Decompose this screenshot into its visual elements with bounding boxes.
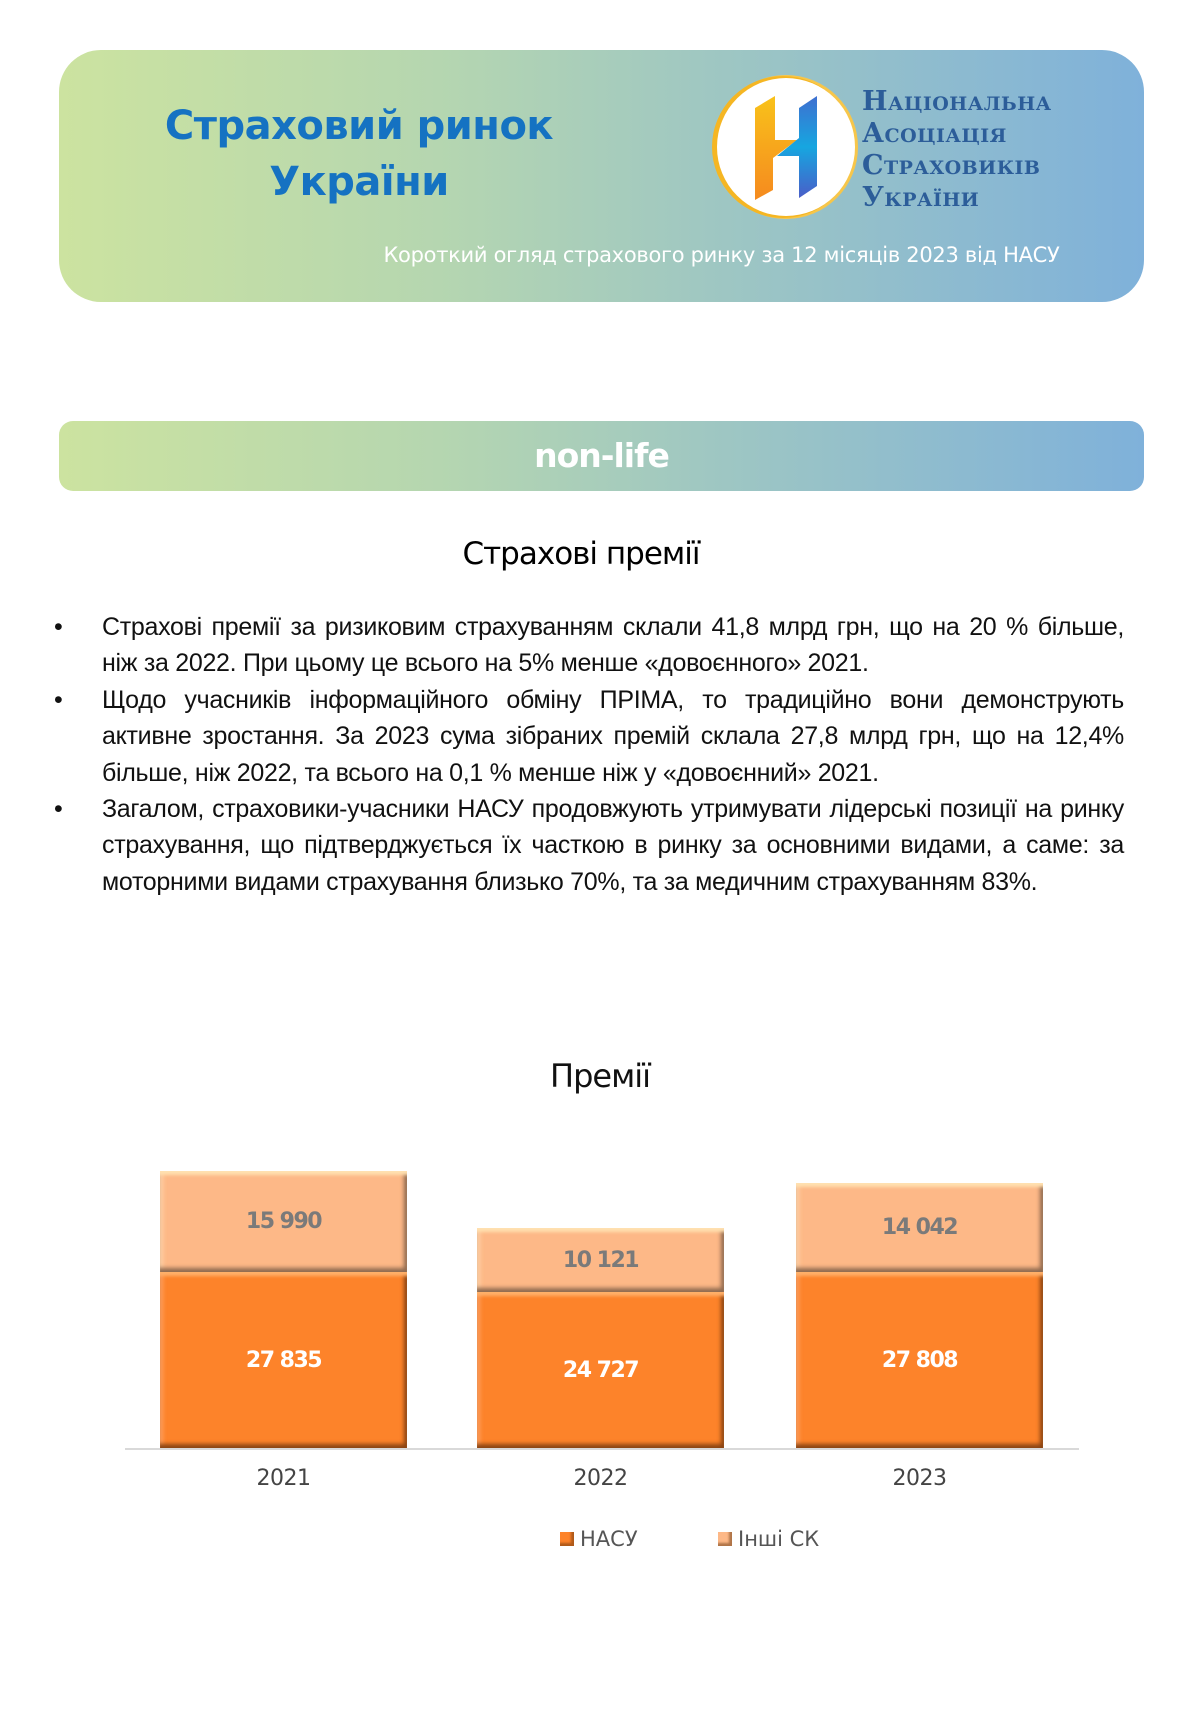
banner-label: non-life: [534, 436, 669, 475]
legend-item: [560, 1527, 638, 1551]
bullet-icon: •: [54, 613, 63, 641]
logo-line-3: Страховиків: [862, 150, 1041, 181]
bullet-item: [50, 609, 1124, 682]
other-segment: 15 990: [160, 1171, 407, 1272]
subtitle: [59, 243, 1144, 267]
subtitle-text: Короткий огляд страхового ринку за 12 місяців 2023 від НАСУ: [383, 243, 1060, 267]
section-title: Страхові премії: [462, 536, 700, 572]
bullet-icon: •: [54, 795, 63, 824]
logo-line-4: України: [862, 182, 980, 213]
bullet-text: Загалом, страховики-учасники НАСУ продовжують утримувати лідерські позиції на ринку страхування, що підтверджується їх часткою в ринку за основними видами, а саме: за моторними видами страхування близько 70%, та за медичним страхуванням 83%.: [102, 795, 1124, 896]
stacked-bar-chart: [125, 1110, 1079, 1510]
section-banner: [59, 421, 1144, 491]
title-line-2: України: [269, 159, 449, 205]
x-tick-label: 2021: [256, 1466, 311, 1491]
bullet-item: [50, 682, 1124, 791]
logo-h-icon: [717, 78, 855, 216]
bullet-text: Страхові премії за ризиковим страхуванням склали 41,8 млрд грн, що на 20 % більше, ніж за 2022. При цьому це всього на 5% менше «довоєнного» 2021.: [102, 613, 1124, 678]
title-line-1: Страховий ринок: [164, 103, 554, 149]
logo-line-1: Національна: [862, 86, 1052, 117]
bullet-list: [50, 609, 1124, 900]
nasu-segment: 24 727: [477, 1292, 724, 1448]
bullet-icon: •: [54, 685, 63, 714]
other-segment: 10 121: [477, 1228, 724, 1292]
x-tick-label: 2023: [892, 1466, 947, 1491]
bullet-text: Щодо учасників інформаційного обміну ПРІМА, то традиційно вони демонструють активне зростання. За 2023 сума зібраних премій склала 27,8 млрд грн, що на 12,4% більше, ніж 2022, та всього на 0,1 % менше ніж у «довоєнний» 2021.: [102, 685, 1124, 787]
page-title: [119, 98, 599, 210]
legend-swatch-icon: [718, 1532, 732, 1546]
legend-swatch-icon: [560, 1532, 574, 1546]
legend-label: Інші СК: [738, 1527, 820, 1551]
header-banner: [59, 50, 1144, 302]
legend-label: НАСУ: [580, 1527, 638, 1551]
nasu-segment: 27 835: [160, 1272, 407, 1448]
logo-text: [862, 86, 1052, 214]
chart-title: Премії: [550, 1057, 650, 1095]
chart-legend: [0, 1527, 1200, 1557]
logo-line-2: Асоціація: [862, 118, 1007, 149]
nasu-segment: 27 808: [796, 1272, 1043, 1448]
other-segment: 14 042: [796, 1183, 1043, 1272]
legend-item: [718, 1527, 819, 1551]
nasu-h-logo-icon: [717, 78, 855, 216]
x-tick-label: 2022: [573, 1466, 628, 1491]
bullet-item: [50, 791, 1124, 900]
x-axis-line: [125, 1448, 1079, 1450]
